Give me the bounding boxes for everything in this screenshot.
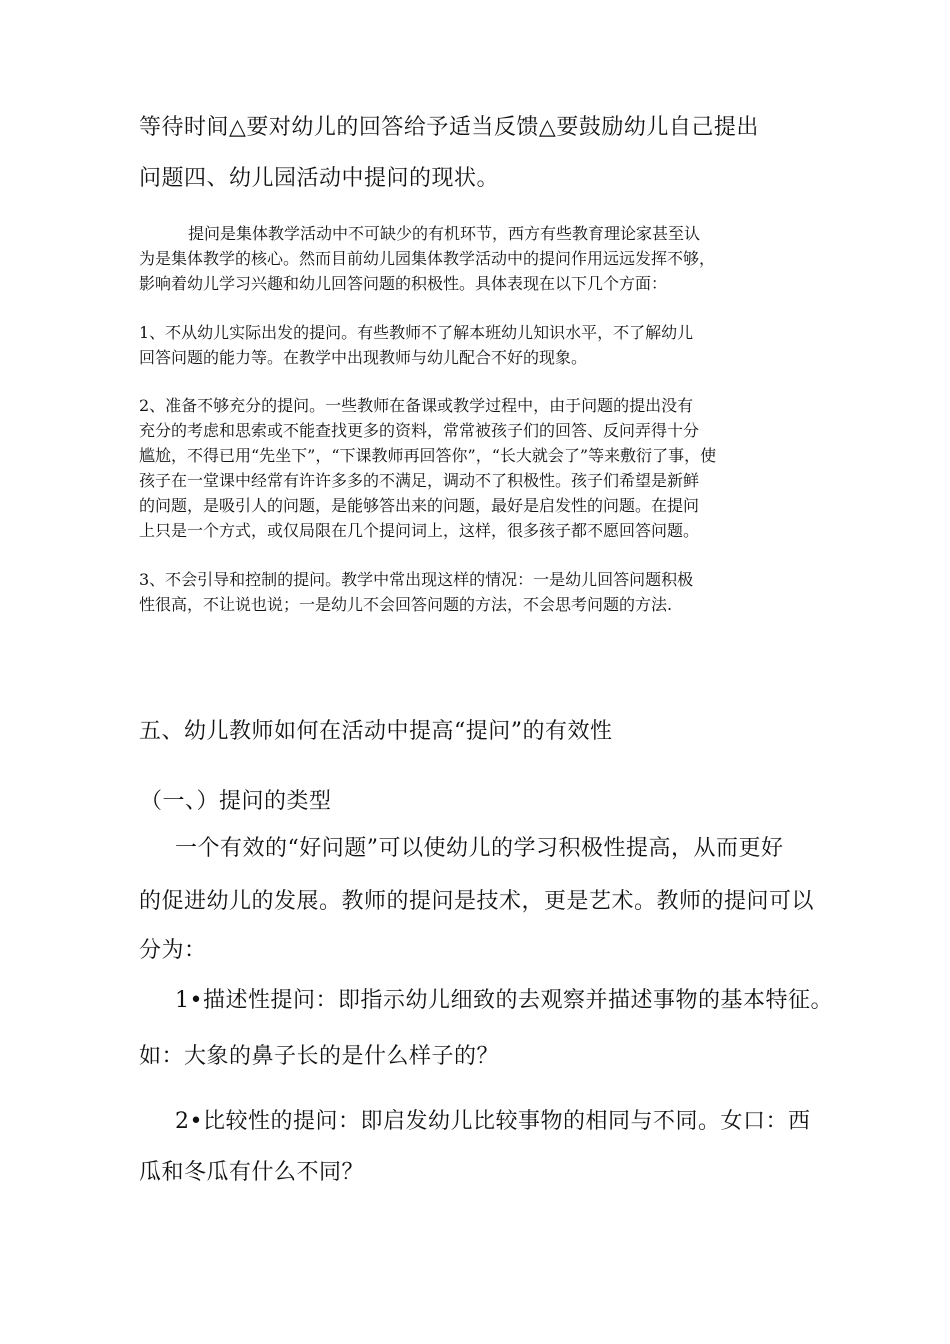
list-item-line: 瓜和冬瓜有什么不同？ xyxy=(139,1160,365,1185)
list-item-line: 1•描述性提问：即指示幼儿细致的去观察并描述事物的基本特征。 xyxy=(175,988,833,1013)
section-heading: 问题四、幼儿园活动中提问的现状。 xyxy=(139,166,500,191)
list-item-line: 如：大象的鼻子长的是什么样子的？ xyxy=(139,1044,500,1069)
list-item-line: 3、不会引导和控制的提问。教学中常出现这样的情况：一是幼儿回答问题积极 xyxy=(139,570,694,589)
list-item-line: 回答问题的能力等。在教学中出现教师与幼儿配合不好的现象。 xyxy=(139,348,588,367)
text-line: 等待时间△要对幼儿的回答给予适当反馈△要鼓励幼儿自己提出 xyxy=(139,115,759,140)
list-item-line: 性很高，不让说也说；一是幼儿不会回答问题的方法，不会思考问题的方法. xyxy=(139,595,673,614)
paragraph-line: 影响着幼儿学习兴趣和幼儿回答问题的积极性。具体表现在以下几个方面： xyxy=(139,274,668,293)
list-item-line: 的问题，是吸引人的问题，是能够答出来的问题，最好是启发性的问题。在提问 xyxy=(139,496,700,515)
paragraph-line: 分为： xyxy=(139,938,207,963)
list-item-line: 上只是一个方式，或仅局限在几个提问词上，这样，很多孩子都不愿回答问题。 xyxy=(139,521,700,540)
subsection-heading: （一、）提问的类型 xyxy=(140,789,332,814)
list-item-line: 1、不从幼儿实际出发的提问。有些教师不了解本班幼儿知识水平，不了解幼儿 xyxy=(139,323,694,342)
list-item-line: 2、准备不够充分的提问。一些教师在备课或教学过程中，由于问题的提出没有 xyxy=(139,396,694,415)
list-item-line: 充分的考虑和思索或不能查找更多的资料，常常被孩子们的回答、反问弄得十分 xyxy=(139,421,700,440)
list-item-line: 2•比较性的提问：即启发幼儿比较事物的相同与不同。女口：西 xyxy=(175,1109,811,1134)
list-item-line: 尴尬，不得已用“先坐下”，“下课教师再回答你”，“长大就会了”等来敷衍了事，使 xyxy=(139,446,717,465)
list-item-line: 孩子在一堂课中经常有许许多多的不满足，调动不了积极性。孩子们希望是新鲜 xyxy=(139,471,700,490)
paragraph-line: 一个有效的“好问题”可以使幼儿的学习积极性提高，从而更好 xyxy=(175,836,784,861)
paragraph-line: 为是集体教学的核心。然而目前幼儿园集体教学活动中的提问作用远远发挥不够， xyxy=(139,249,716,268)
section-heading: 五、幼儿教师如何在活动中提高“提问”的有效性 xyxy=(139,719,613,744)
paragraph-line: 的促进幼儿的发展。教师的提问是技术，更是艺术。教师的提问可以 xyxy=(139,889,815,914)
paragraph-line: 提问是集体教学活动中不可缺少的有机环节，西方有些教育理论家甚至认 xyxy=(188,224,701,243)
